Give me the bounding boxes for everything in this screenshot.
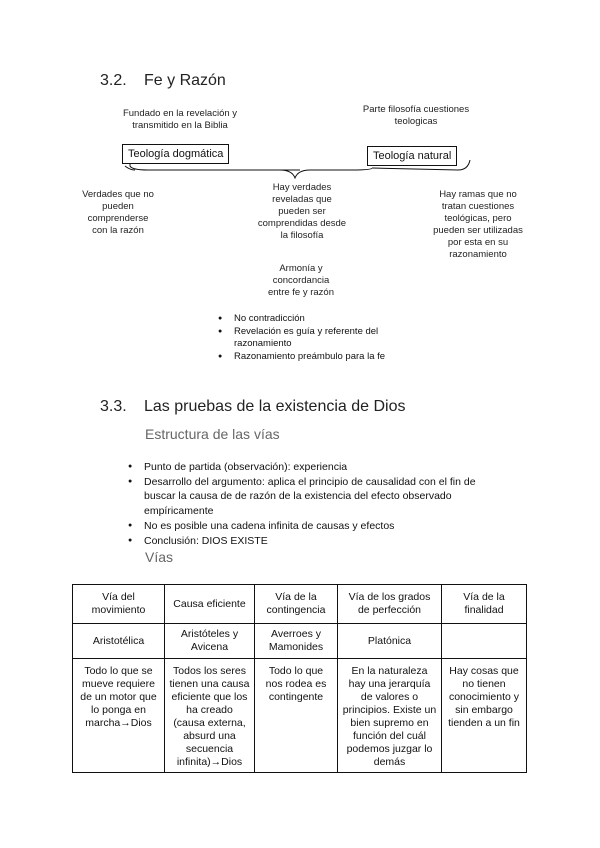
box-teologia-natural: Teología natural xyxy=(367,146,457,166)
right-note: Parte filosofía cuestiones teologicas xyxy=(362,104,470,127)
fe-razon-bullet-list xyxy=(214,313,414,363)
section-number: 3.2. xyxy=(100,72,127,89)
table-cell: Hay cosas que no tienen conocimiento y sin embargo tienden a un fin xyxy=(442,659,527,773)
section-title: Fe y Razón xyxy=(144,72,226,89)
section-title: Las pruebas de la existencia de Dios xyxy=(144,398,406,415)
table-header-cell: Causa eficiente xyxy=(165,585,255,624)
section-heading-pruebas xyxy=(100,398,406,416)
table-header-cell: Vía de la contingencia xyxy=(255,585,338,624)
list-item: ● Punto de partida (observación): experiencia xyxy=(124,460,504,475)
branch-center-text: Hay verdades reveladas que pueden ser comprendidas desde la filosofía xyxy=(257,182,347,241)
left-note: Fundado en la revelación y transmitido en la Biblia xyxy=(122,108,238,131)
list-item: ● Conclusión: DIOS EXISTE xyxy=(124,534,504,549)
table-row xyxy=(73,624,527,659)
table-cell: Todo lo que nos rodea es contingente xyxy=(255,659,338,773)
table-cell: Aristóteles y Avicena xyxy=(165,624,255,659)
table-cell: En la naturaleza hay una jerarquía de valores o principios. Existe un bien supremo en función del cuál podemos juzgar lo demás xyxy=(338,659,442,773)
branch-left-text: Verdades que no pueden comprenderse con la razón xyxy=(82,189,154,236)
section-number: 3.3. xyxy=(100,398,127,415)
list-item: ● Razonamiento preámbulo para la fe xyxy=(214,351,414,364)
table-header-cell: Vía del movimiento xyxy=(73,585,165,624)
table-cell: Averroes y Mamonides xyxy=(255,624,338,659)
list-item: ● No contradicción xyxy=(214,313,414,326)
table-cell: Todo lo que se mueve requiere de un motor que lo ponga en marcha→Dios xyxy=(73,659,165,773)
subtitle-estructura: Estructura de las vías xyxy=(145,426,280,442)
table-header-cell: Vía de los grados de perfección xyxy=(338,585,442,624)
table-cell xyxy=(442,624,527,659)
table-header-row xyxy=(73,585,527,624)
list-item: ● Desarrollo del argumento: aplica el principio de causalidad con el fin de buscar la causa de de razón de la existencia del efecto observado empíricamente xyxy=(124,475,504,519)
section-heading-fe-razon xyxy=(100,72,226,90)
branch-right-text: Hay ramas que no tratan cuestiones teológicas, pero pueden ser utilizadas por esta en su razonamiento xyxy=(433,189,523,260)
harmony-text: Armonía y concordancia entre fe y razón xyxy=(267,263,334,298)
list-item: ● No es posible una cadena infinita de causas y efectos xyxy=(124,519,504,534)
table-header-cell: Vía de la finalidad xyxy=(442,585,527,624)
vias-table xyxy=(72,584,527,773)
estructura-bullet-list xyxy=(124,460,504,548)
subtitle-vias: Vías xyxy=(145,549,174,565)
table-cell: Platónica xyxy=(338,624,442,659)
table-cell: Todos los seres tienen una causa eficiente que los ha creado (causa externa, absurd una secuencia infinita)→Dios xyxy=(165,659,255,773)
box-teologia-dogmatica: Teología dogmática xyxy=(122,144,229,164)
list-item: ● Revelación es guía y referente del razonamiento xyxy=(214,326,414,351)
table-cell: Aristotélica xyxy=(73,624,165,659)
table-row xyxy=(73,659,527,773)
